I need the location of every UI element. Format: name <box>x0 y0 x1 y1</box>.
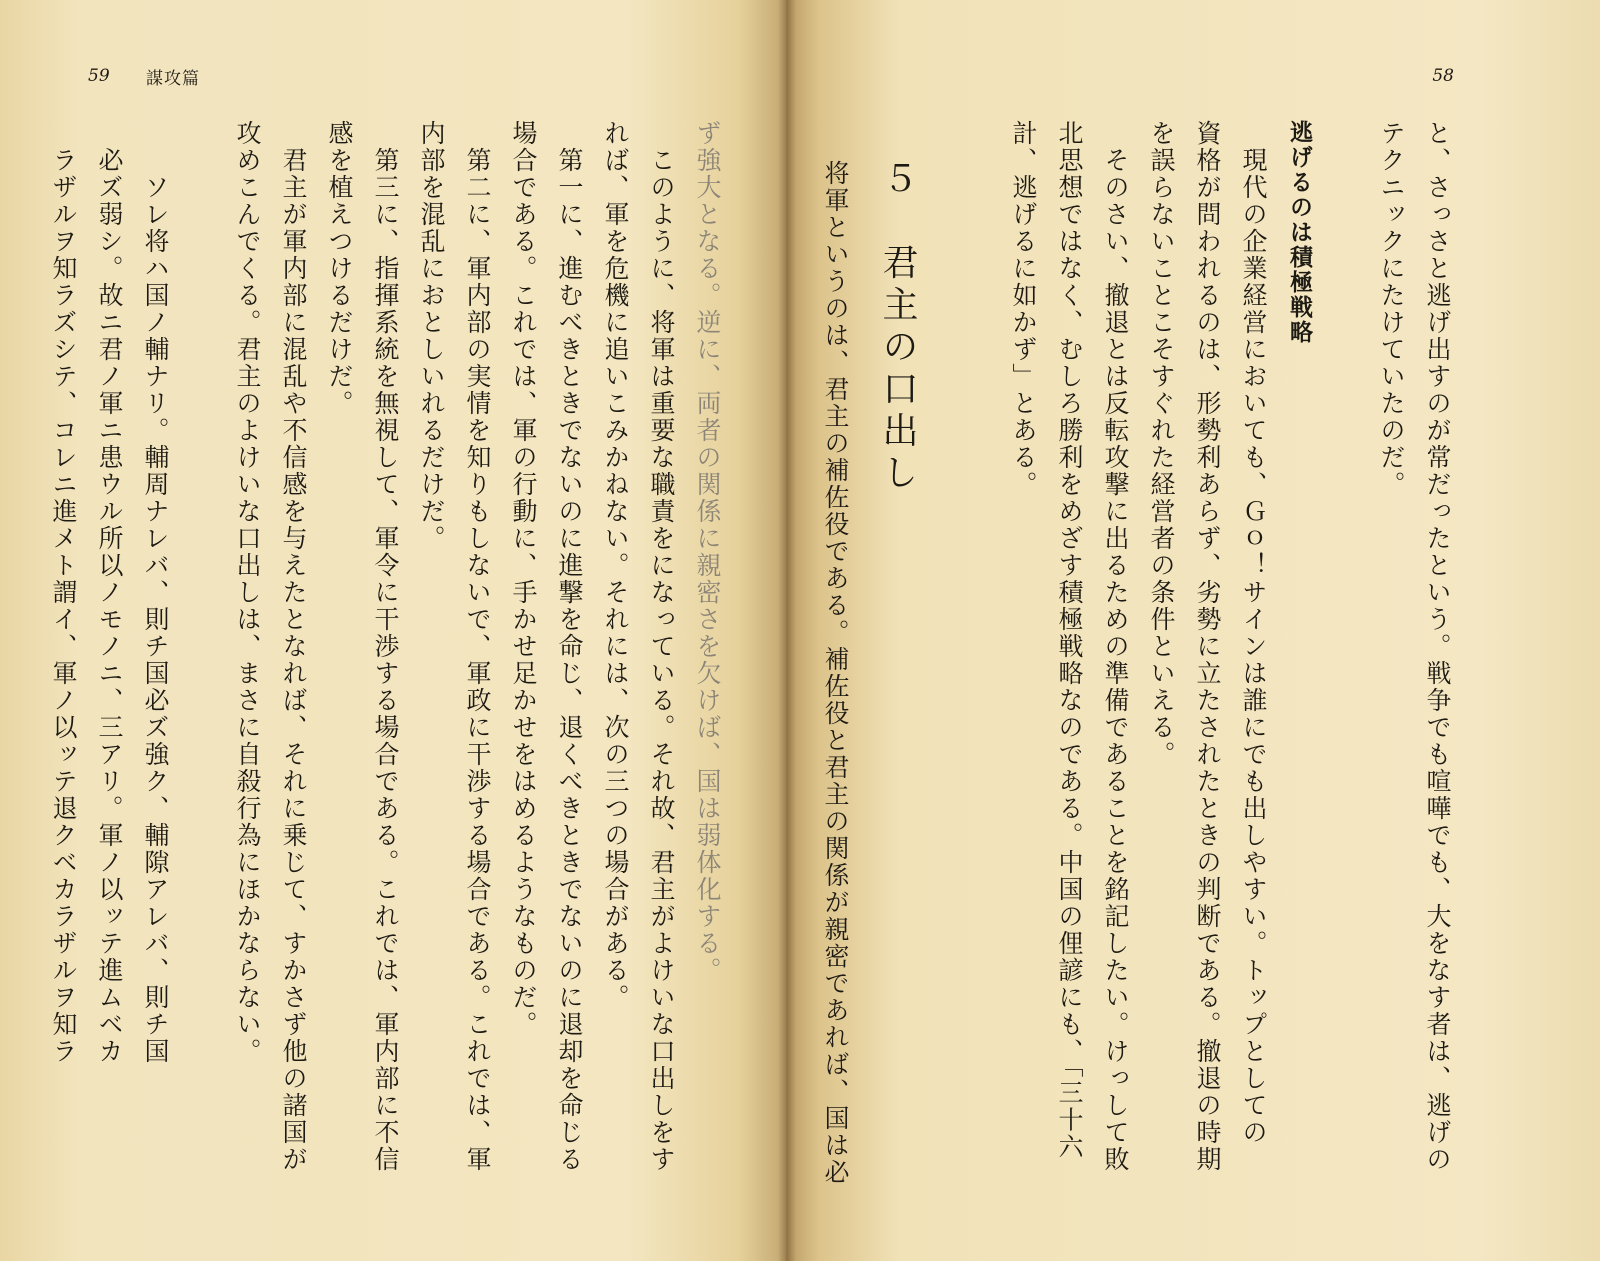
left-page-text-line: 君主が軍内部に混乱や不信感を与えたとなれば、それに乗じて、すかさず他の諸国が <box>279 120 308 1173</box>
left-page-text-line: このように、将軍は重要な職責をになっている。それ故、君主がよけいな口出しをす <box>647 120 676 1173</box>
left-page-text-line <box>178 120 224 1120</box>
left-page-text-line: れば、軍を危機に追いこみかねない。それには、次の三つの場合がある。 <box>601 120 630 1011</box>
left-page-text-line: 攻めこんでくる。君主のよけいな口出しは、まさに自殺行為にほかならない。 <box>233 120 262 1065</box>
right-page-text-line <box>1322 120 1368 1100</box>
left-page-body <box>40 120 730 1173</box>
left-page-text-line: ラザルヲ知ラズシテ、コレニ進メト謂イ、軍ノ以ッテ退クベカラザルヲ知ラ <box>49 120 78 1065</box>
right-page-text-line: を誤らないことこそすぐれた経営者の条件といえる。 <box>1147 120 1176 768</box>
right-page-text-line: 現代の企業経営においても、Ｇｏ！サインは誰にでも出しやすい。トップとしての <box>1239 120 1268 1146</box>
right-page-text-line: 資格が問われるのは、形勢利あらず、劣勢に立たされたときの判断である。撤退の時期 <box>1193 120 1222 1173</box>
chapter-body-line: 将軍というのは、君主の補佐役である。補佐役と君主の関係が親密であれば、国は必 <box>821 160 850 1186</box>
right-page-text-line: 計、逃げるに如かず」とある。 <box>1009 120 1038 498</box>
chapter-number: ５ <box>877 160 918 202</box>
section-subhead: 逃げるのは積極戦略 <box>1286 120 1312 345</box>
left-page-text-line: 第二に、軍内部の実情を知りもしないで、軍政に干渉する場合である。これでは、軍 <box>463 120 492 1173</box>
left-page-text-line: ず強大となる。逆に、両者の関係に親密さを欠けば、国は弱体化する。 <box>693 120 722 984</box>
left-page-text-line: 第三に、指揮系統を無視して、軍令に干渉する場合である。これでは、軍内部に不信 <box>371 120 400 1173</box>
right-page-text-line: そのさい、撤退とは反転攻撃に出るための準備であることを銘記したい。けっして敗 <box>1101 120 1130 1173</box>
chapter-title: 君主の口出し <box>877 243 918 496</box>
chapter-body <box>812 160 858 1186</box>
page-number-right: 58 <box>1432 66 1454 86</box>
right-page-body <box>1000 120 1460 1173</box>
left-page-text-line: 内部を混乱におとしいれるだけだ。 <box>417 120 446 552</box>
left-page-text-line: 場合である。これでは、軍の行動に、手かせ足かせをはめるようなものだ。 <box>509 120 538 1038</box>
left-page-text-line: 必ズ弱シ。故ニ君ノ軍ニ患ウル所以ノモノニ、三アリ。軍ノ以ッテ進ムベカ <box>95 120 124 1065</box>
chapter-heading <box>872 160 923 495</box>
left-page <box>0 0 786 1261</box>
page-number-left: 59 <box>88 66 110 86</box>
left-page-text-line: 第一に、進むべきときでないのに進撃を命じ、退くべきときでないのに退却を命じる <box>555 120 584 1173</box>
book-gutter <box>778 0 796 1261</box>
right-page-text-line: 北思想ではなく、むしろ勝利をめざす積極戦略なのである。中国の俚諺にも、「三十六 <box>1055 120 1084 1161</box>
left-page-text-line: ソレ将ハ国ノ輔ナリ。輔周ナレバ、則チ国必ズ強ク、輔隙アレバ、則チ国 <box>141 120 170 1065</box>
right-page-text-line: と、さっさと逃げ出すのが常だったという。戦争でも喧嘩でも、大をなす者は、逃げの <box>1423 120 1452 1173</box>
left-page-text-line: 感を植えつけるだけだ。 <box>325 120 354 417</box>
right-page-text-line: テクニックにたけていたのだ。 <box>1377 120 1406 498</box>
running-head: 謀攻篇 <box>146 69 200 89</box>
